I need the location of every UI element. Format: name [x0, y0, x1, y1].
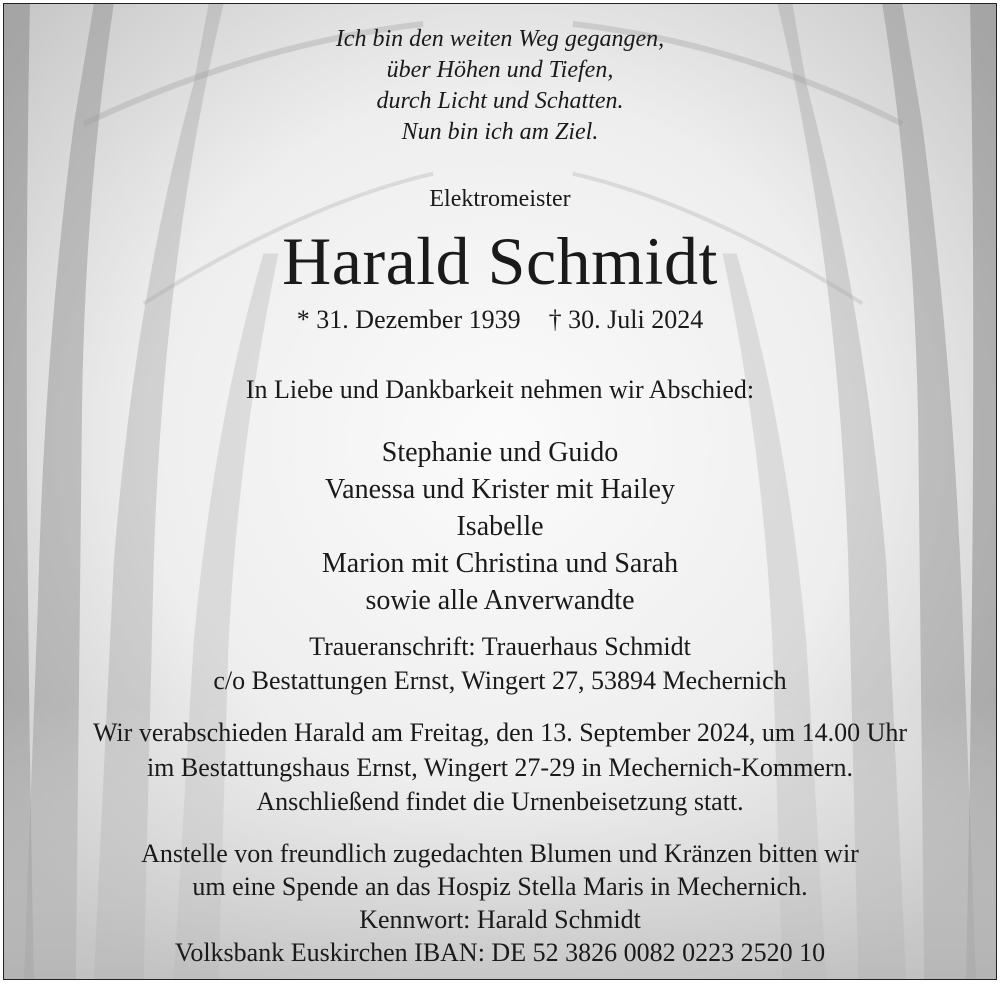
deceased-name: Harald Schmidt: [282, 223, 718, 299]
mourner-line: Isabelle: [456, 511, 544, 542]
funeral-line: Anschließend findet die Urnenbeisetzung statt.: [256, 787, 744, 816]
donation-bank-details: Volksbank Euskirchen IBAN: DE 52 3826 0082 0223 2520 10: [174, 938, 826, 967]
mourner-line: sowie alle Anverwandte: [365, 585, 635, 616]
donation-line: um eine Spende an das Hospiz Stella Maris in Mechernich.: [192, 872, 808, 901]
life-dates: [4, 305, 996, 335]
occupation: Elektromeister: [429, 186, 571, 212]
funeral-line: Wir verabschieden Harald am Freitag, den 13. September 2024, um 14.00 Uhr: [92, 718, 908, 747]
mourner-line: Marion mit Christina und Sarah: [321, 548, 679, 579]
donation-line: Anstelle von freundlich zugedachten Blumen und Kränzen bitten wir: [141, 839, 859, 868]
funeral-line: im Bestattungshaus Ernst, Wingert 27-29 in Mechernich-Kommern.: [146, 753, 854, 782]
farewell-intro: In Liebe und Dankbarkeit nehmen wir Abschied:: [245, 375, 755, 404]
death-date: † 30. Juli 2024: [548, 305, 704, 334]
address-line: Traueranschrift: Trauerhaus Schmidt: [309, 632, 691, 661]
poem-line: Nun bin ich am Ziel.: [401, 119, 599, 145]
poem-line: Ich bin den weiten Weg gegangen,: [335, 26, 665, 52]
mourner-line: Stephanie und Guido: [381, 437, 619, 468]
birth-date: * 31. Dezember 1939: [296, 305, 521, 334]
poem-line: über Höhen und Tiefen,: [386, 57, 614, 83]
obituary-notice: [3, 3, 997, 980]
mourner-line: Vanessa und Krister mit Hailey: [325, 474, 675, 505]
address-line: c/o Bestattungen Ernst, Wingert 27, 53894 Mechernich: [213, 666, 787, 695]
donation-keyword: Kennwort: Harald Schmidt: [359, 905, 641, 934]
poem-line: durch Licht und Schatten.: [376, 88, 624, 114]
